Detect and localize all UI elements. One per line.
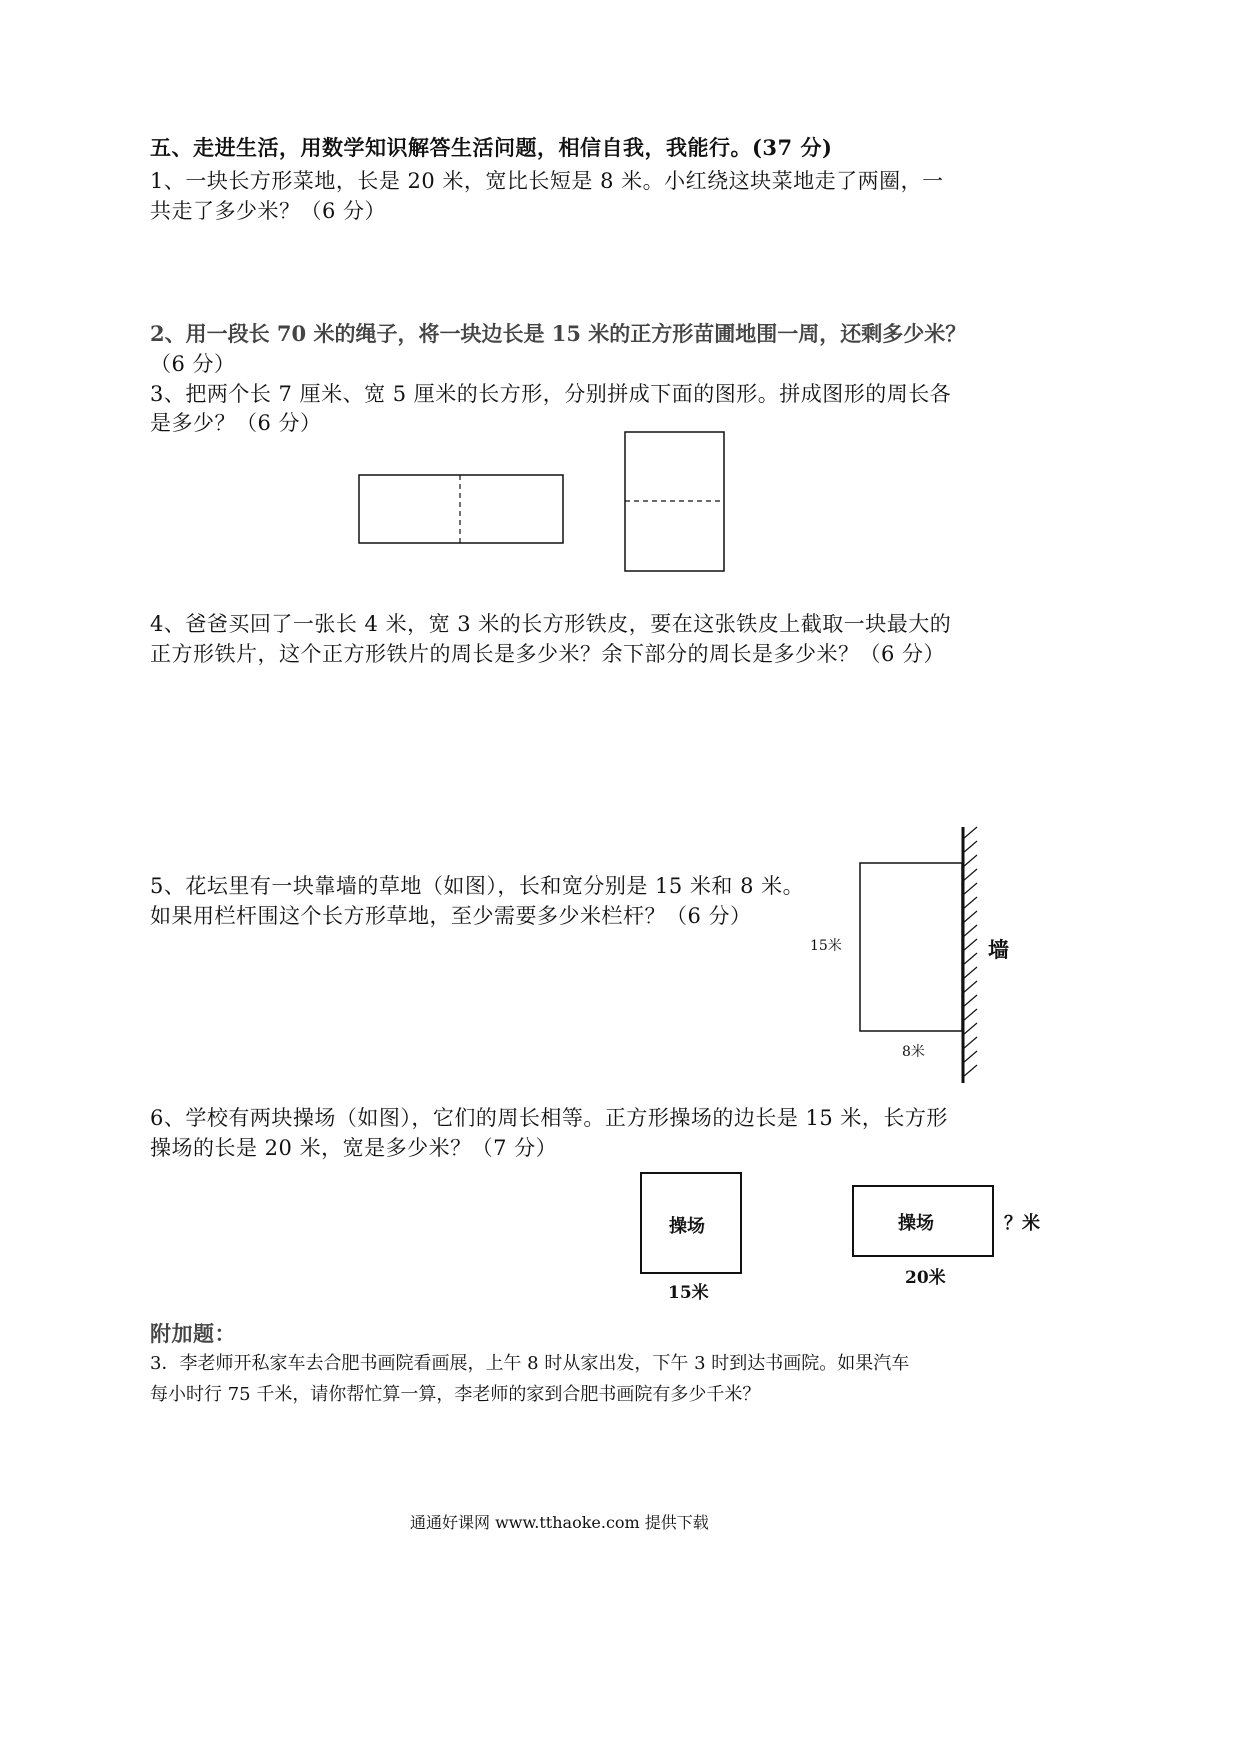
question-5-line-2: 如果用栏杆围这个长方形草地，至少需要多少米栏杆？（6 分）: [150, 904, 752, 928]
q5-width-label: 8米: [902, 1044, 925, 1060]
question-1-line-2: 共走了多少米？（6 分）: [150, 199, 387, 223]
section-title: 五、走进生活，用数学知识解答生活问题，相信自我，我能行。(37 分): [150, 135, 833, 160]
q3-figure-horizontal: [358, 474, 564, 545]
rect-field-width-label: ？米: [1004, 1213, 1040, 1234]
rect-field-label: 操场: [898, 1213, 934, 1234]
q5-wall-label: 墙: [988, 937, 1009, 962]
question-3-line-1: 3、把两个长 7 厘米、宽 5 厘米的长方形，分别拼成下面的图形。拼成图形的周长各: [150, 382, 952, 406]
question-2-line-2: （6 分）: [150, 352, 236, 376]
question-6-line-2: 操场的长是 20 米，宽是多少米？（7 分）: [150, 1136, 558, 1160]
wall-hatching: [963, 827, 977, 1077]
question-2-line-1: 2、用一段长 70 米的绳子，将一块边长是 15 米的正方形苗圃地围一周，还剩多少米？: [150, 321, 967, 346]
footer-text: 通通好课网 www.tthaoke.com 提供下载: [410, 1513, 709, 1532]
grass-plot-rect: [860, 863, 962, 1031]
bonus-line-2: 每小时行 75 千米，请你帮忙算一算，李老师的家到合肥书画院有多少千米？: [150, 1384, 761, 1405]
square-field-label: 操场: [669, 1216, 705, 1237]
q3-figure-vertical: [624, 431, 726, 573]
question-5-line-1: 5、花坛里有一块靠墙的草地（如图），长和宽分别是 15 米和 8 米。: [150, 874, 805, 898]
q5-length-label: 15米: [810, 938, 842, 954]
square-field-side-label: 15米: [668, 1283, 709, 1303]
question-3-line-2: 是多少？（6 分）: [150, 411, 322, 435]
bonus-title: 附加题：: [150, 1321, 236, 1346]
rect-field-length-label: 20米: [905, 1268, 946, 1288]
question-4-line-2: 正方形铁片，这个正方形铁片的周长是多少米？余下部分的周长是多少米？（6 分）: [150, 642, 946, 666]
bonus-line-1: 3．李老师开私家车去合肥书画院看画展，上午 8 时从家出发，下午 3 时到达书画院。如果汽车: [150, 1353, 910, 1374]
q5-wall-figure: [855, 825, 995, 1087]
question-6-line-1: 6、学校有两块操场（如图），它们的周长相等。正方形操场的边长是 15 米，长方形: [150, 1106, 948, 1130]
horizontal-outer-rect: [359, 475, 563, 543]
question-4-line-1: 4、爸爸买回了一张长 4 米，宽 3 米的长方形铁皮，要在这张铁皮上截取一块最大的: [150, 612, 952, 636]
question-1-line-1: 1、一块长方形菜地，长是 20 米，宽比长短是 8 米。小红绕这块菜地走了两圈，一: [150, 169, 944, 193]
